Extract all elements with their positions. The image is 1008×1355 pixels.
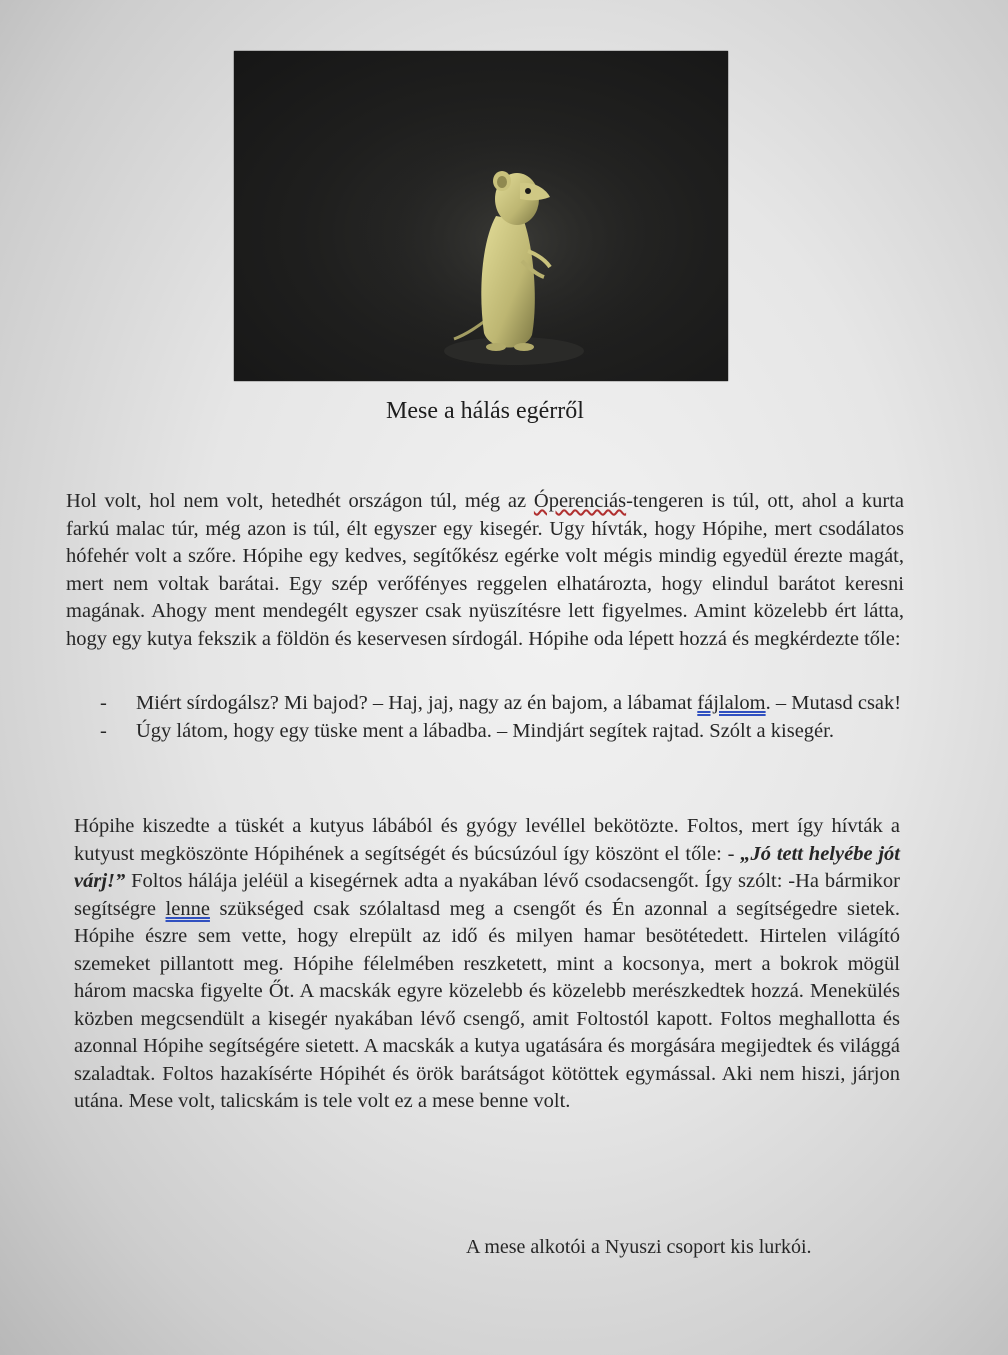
spellcheck-word: Óperenciás xyxy=(533,490,627,512)
dialogue-line-text: Úgy látom, hogy egy tüske ment a lábadba. – Mindjárt segítek rajtad. Szólt a kisegér. xyxy=(136,719,834,742)
paragraph-story xyxy=(74,813,900,1116)
paragraph-intro xyxy=(66,488,904,653)
grammar-marked-word: fájlalom xyxy=(697,692,766,714)
mouse-illustration xyxy=(234,51,728,381)
paragraph-story-part3: szükséged csak szólaltasd meg a csengőt és Én azonnal a segítségedre sietek. Hópihe észre sem vette, hogy elrepült az idő és milyen hamar besötétedett. Hirtelen világító szemeket pillantott meg. Hópihe félelmében reszketett, mint a kocsonya, mert a bokrok mögül három macska figyelte Őt. A macskák egyre közelebb és közelebb merészkedtek hozzá. Menekülés közben megcsendült a kisegér nyakában lévő csengő, amit Foltostól kapott. Foltos meghallotta és azonnal Hópihe segítségére sietett. A macskák a kutya ugatására és morgására megijedtek és világgá szaladtak. Foltos hazakísérte Hópihét és örök barátságot kötöttek egymással. Aki nem hiszi, járjon utána. Mese volt, talicskám is tele volt ez a mese benne volt. xyxy=(74,897,900,1112)
mouse-photo xyxy=(234,51,728,381)
dialogue-line-text: Miért sírdogálsz? Mi bajod? – Haj, jaj, nagy az én bajom, a lábamat xyxy=(136,692,698,714)
dialogue-list xyxy=(100,690,902,745)
dialogue-line-text-end: . – Mutasd csak! xyxy=(765,692,902,714)
list-dash: - xyxy=(100,719,107,742)
list-dash: - xyxy=(100,692,107,714)
paragraph-intro-rest: -tengeren is túl, ott, ahol a kurta farkú malac túr, még azon is túl, élt egyszer egy kisegér. Ugy hívták, hogy Hópihe, mert csodálatos hófehér volt a szőre. Hópihe egy kedves, segítőkész egérke volt mégis mindig egyedül érezte magát, mert nem voltak barátai. Egy szép verőfényes reggelen elhatározta, hogy elindul barátot keresni magának. Ahogy ment mendegélt egyszer csak nyüszítésre lett figyelmes. Amint közelebb ért látta, hogy egy kutya fekszik a földön és keservesen sírdogál. Hópihe oda lépett hozzá és megkérdezte tőle: xyxy=(66,490,904,650)
paragraph-story-part1: Hópihe kiszedte a tüskét a kutyus lábából és gyógy levéllel bekötözte. Foltos, mert így hívták a kutyust megköszönte Hópihének a segítségét és búcsúzóul így köszönt el tőle: - xyxy=(74,815,900,865)
paragraph-intro-start: Hol volt, hol nem volt, hetedhét országon túl, még az xyxy=(66,490,534,512)
credits-line: A mese alkotói a Nyuszi csoport kis lurkói. xyxy=(466,1236,812,1258)
list-item xyxy=(100,718,902,746)
list-item xyxy=(100,690,902,718)
paragraph-story-part2: Foltos hálája jeléül a kisegérnek adta a nyakában lévő csodacsengőt. Így szólt: -Ha bármikor segítségre xyxy=(74,870,900,920)
story-title: Mese a hálás egérről xyxy=(386,398,584,424)
proverb-quote: „Jó tett helyébe jót várj!” xyxy=(74,842,900,892)
grammar-marked-word: lenne xyxy=(165,897,210,920)
